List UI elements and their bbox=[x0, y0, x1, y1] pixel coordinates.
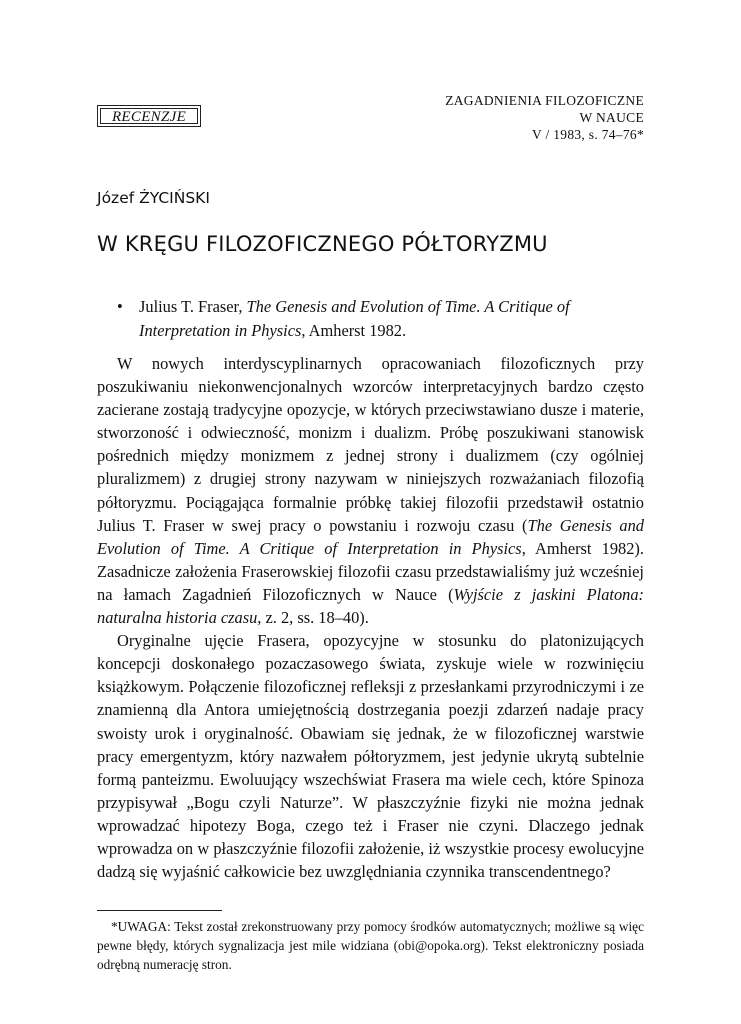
article-title: W KRĘGU FILOZOFICZNEGO PÓŁTORYZMU bbox=[97, 232, 548, 256]
citation-publisher: , Amherst 1982. bbox=[301, 321, 407, 340]
paragraph-1-part-a: W nowych interdyscyplinarnych opracowaniach filozoficznych przy poszukiwaniu niekonwencjonalnych wzorców interpretacyjnych bardzo często zacierane zostają tradycyjne opozycje, w których przeciwstawiano dusze i materie, stworzoność i odwieczność, monizm i dualizm. Próbę poszukiwani stanowisk pośrednich między monizmem z jednej strony i dualizmem (czy ogólniej pluralizmem) z drugiej strony nazywam w niniejszych rozważaniach filozofią półtoryzmu. Pociągająca formalnie próbkę takiej filozofii przedstawił ostatnio Julius T. Fraser w swej pracy o powstaniu i rozwoju czasu ( bbox=[97, 354, 644, 535]
section-label-box bbox=[97, 105, 201, 127]
bullet-icon: • bbox=[117, 297, 123, 316]
citation-author: Julius T. Fraser, bbox=[139, 297, 247, 316]
journal-name-line2: W NAUCE bbox=[579, 110, 644, 125]
article-body bbox=[97, 352, 644, 883]
journal-info bbox=[344, 92, 644, 143]
journal-name-line1: ZAGADNIENIA FILOZOFICZNE bbox=[445, 93, 644, 108]
paragraph-1-part-c: , Amherst 1982). Zasadnicze założenia Fraserowskiej filozofii czasu przedstawialiśmy już wcześniej na łamach Zagadnień Filozoficznych w Nauce ( bbox=[97, 538, 644, 604]
paragraph-1-book-title: The Genesis and Evolution of Time. A Critique of Interpretation in Physics bbox=[97, 515, 644, 558]
section-label: RECENZJE bbox=[100, 108, 198, 124]
article-author: Józef ŻYCIŃSKI bbox=[97, 189, 210, 207]
reviewed-book-citation bbox=[117, 295, 644, 343]
paragraph-1-article-title: Wyjście z jaskini Platona: naturalna historia czasu bbox=[97, 584, 645, 628]
paragraph-1-part-e: , z. 2, ss. 18–40). bbox=[257, 608, 369, 628]
paragraph-2: Oryginalne ujęcie Frasera, opozycyjne w stosunku do platonizujących koncepcji doskonałego pozaczasowego świata, zyskuje wiele w rozwinięciu książkowym. Połączenie filozoficznej refleksji z przesłankami przyrodniczymi i ze znamienną dla Antora umiejętnością dostrzegania poezji zdarzeń nadaje pracy swoisty urok i oryginalność. Obawiam się jednak, że w filozoficznej warstwie pracy emergentyzm, który nazwałem półtoryzmem, jest jedynie ukrytą subtelnie formą panteizmu. Ewoluujący wszechświat Frasera ma wiele cech, które Spinoza przypisywał „Bogu czyli Naturze”. W płaszczyźnie fizyki nie można jednak wprowadzać hipotezy Boga, czego też i Fraser nie czyni. Dlaczego jednak wprowadza on w płaszczyźnie filozofii założenie, iż wszystkie procesy ewolucyjne dadzą się wyjaśnić całkowicie bez uwzględniania czynnika transcendentnego? bbox=[97, 631, 644, 882]
footnote-divider bbox=[97, 910, 222, 911]
paragraph-1 bbox=[97, 352, 644, 629]
citation-text bbox=[139, 295, 644, 343]
journal-issue: V / 1983, s. 74–76* bbox=[532, 127, 644, 142]
footnote: *UWAGA: Tekst został zrekonstruowany przy pomocy środków automatycznych; możliwe są więc pewne błędy, których sygnalizacja jest mile widziana (obi@opoka.org). Tekst elektroniczny posiada odrębną numerację stron. bbox=[97, 919, 644, 972]
citation-book-title: The Genesis and Evolution of Time. A Critique of Interpretation in Physics bbox=[139, 297, 570, 340]
